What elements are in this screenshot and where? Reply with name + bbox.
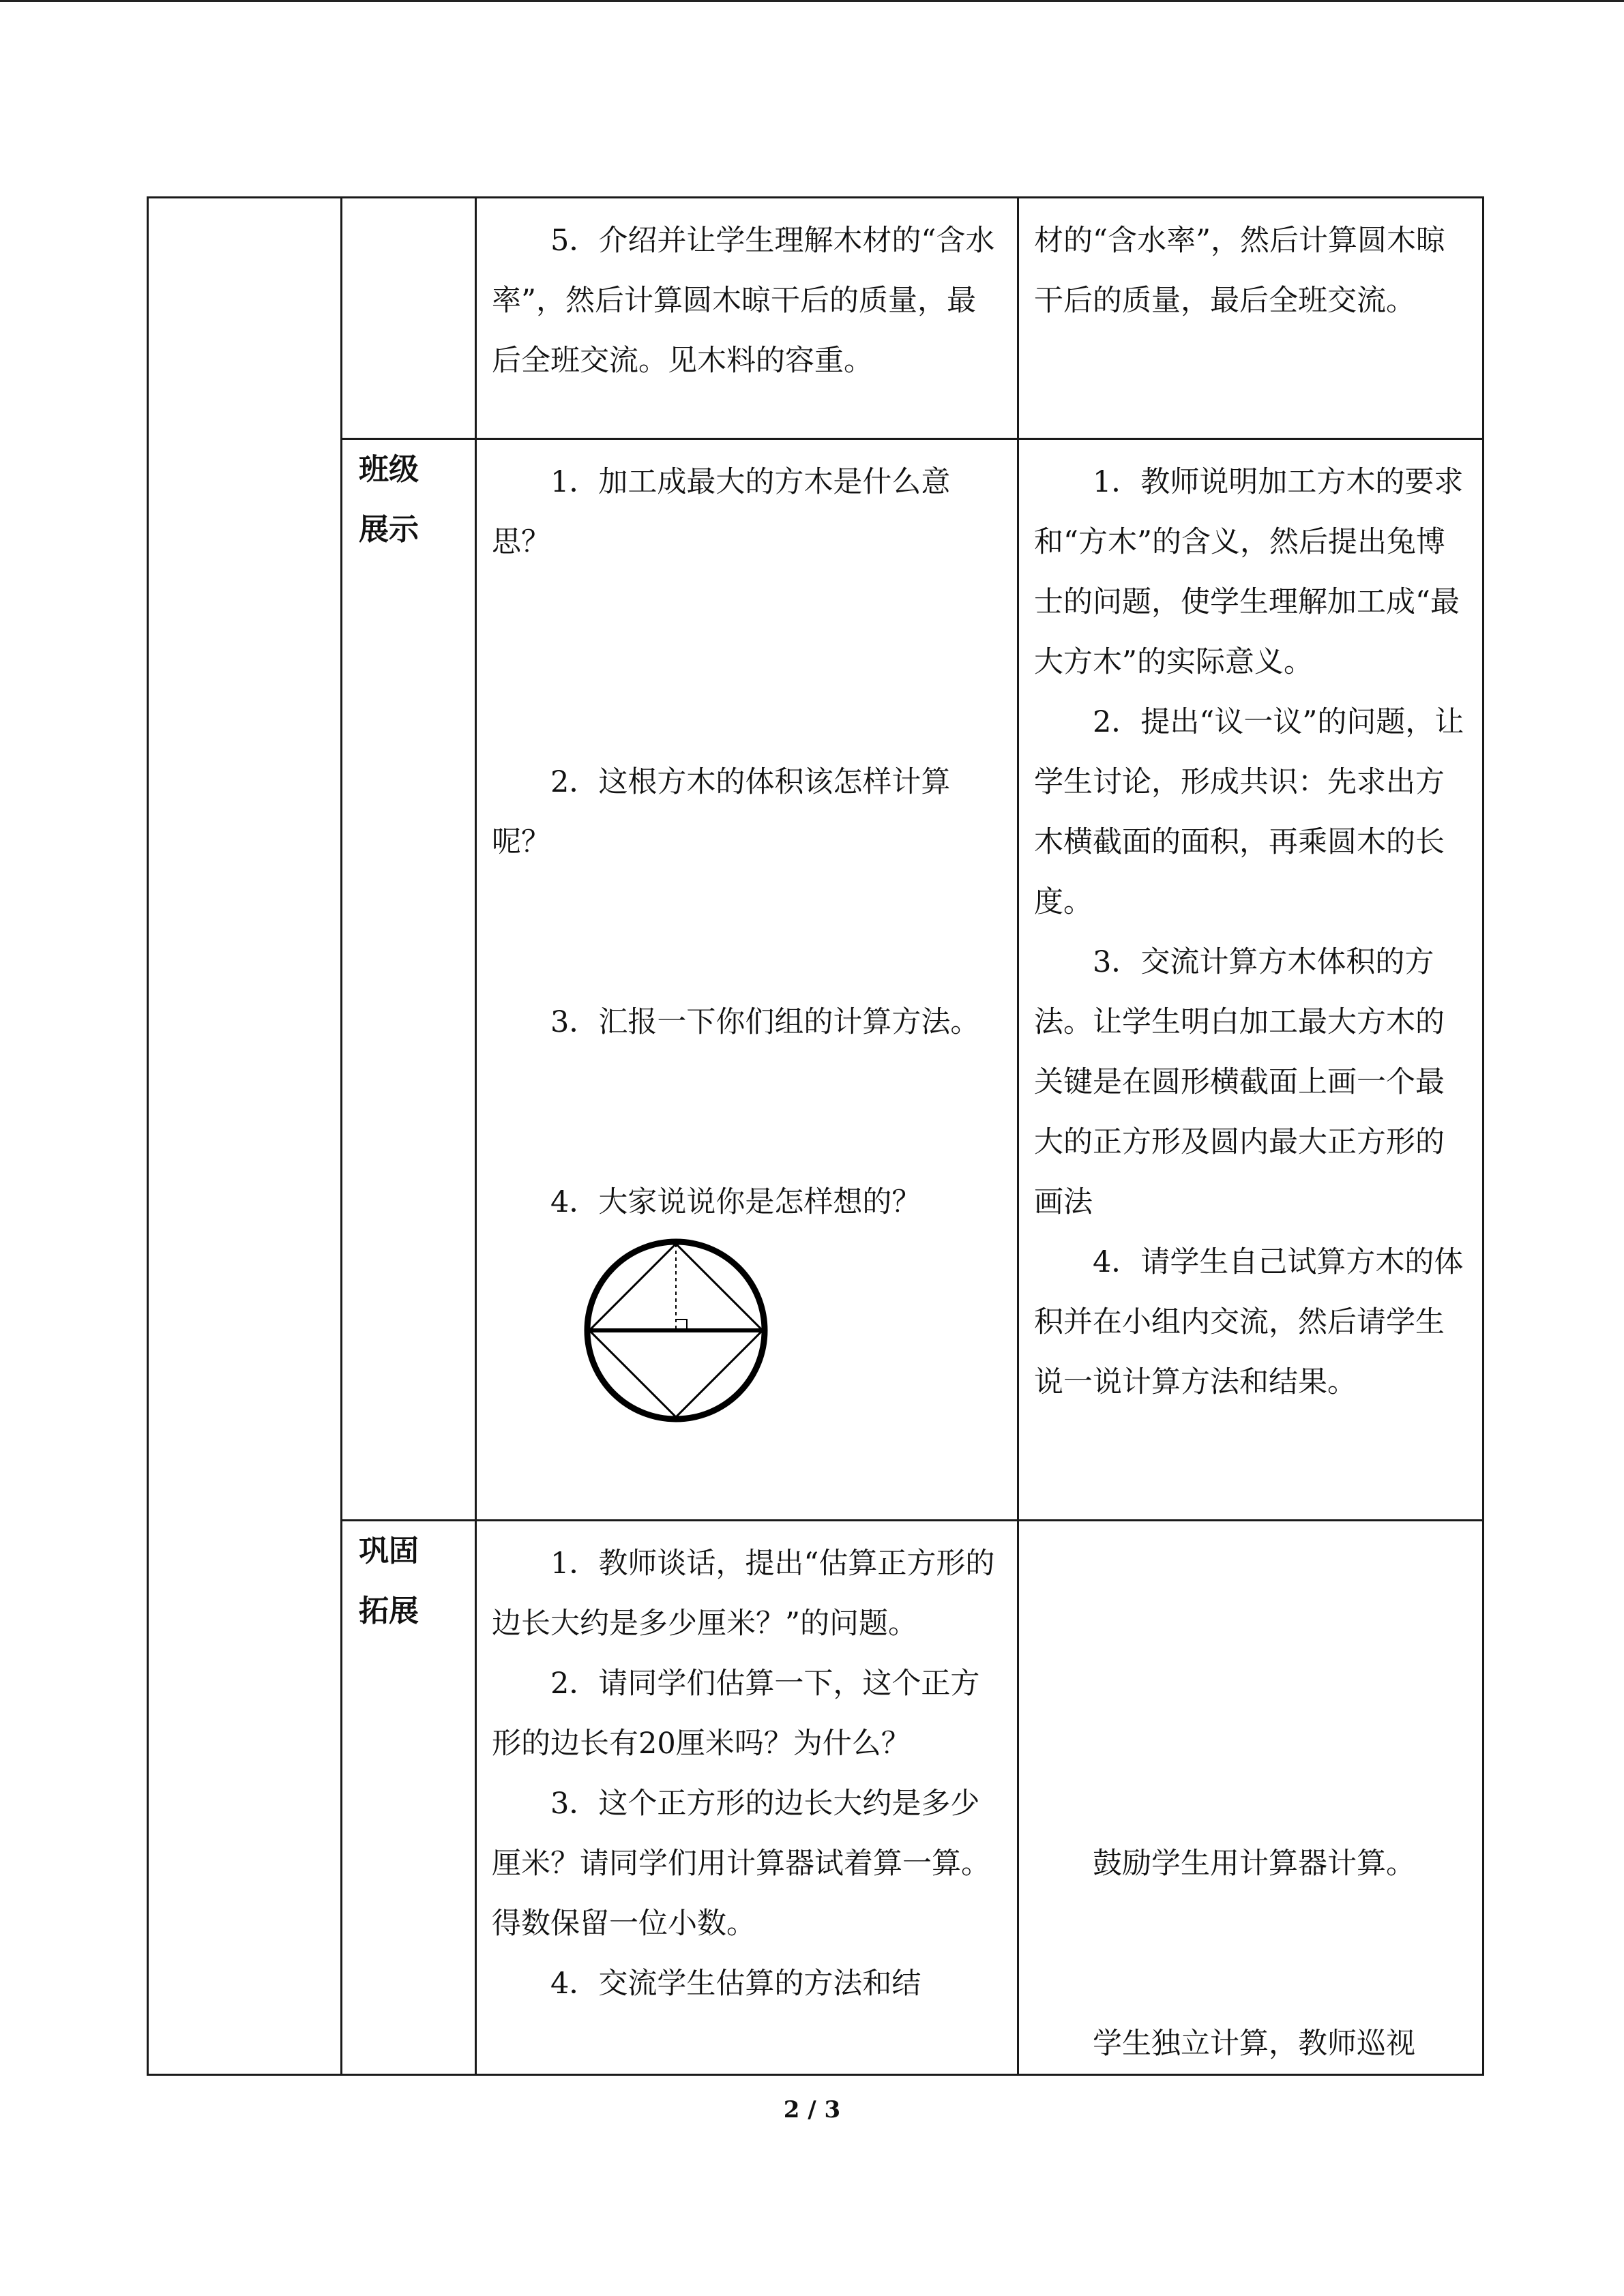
lesson-plan-table: [147, 196, 1484, 2076]
activity-item: 2．请同学们估算一下，这个正方形的边长有20厘米吗？为什么？: [492, 1667, 980, 1761]
activity-cell: [476, 1521, 1018, 2075]
guidance-item: 2．提出“议一议”的问题，让学生讨论，形成共识：先求出方木横截面的面积，再乘圆木的长度。: [1034, 705, 1464, 919]
guidance-item: 4．请学生自己试算方木的体积并在小组内交流，然后请学生说一说计算方法和结果。: [1034, 1245, 1464, 1399]
stage-cell-empty: [342, 198, 476, 439]
guidance-cell: [1018, 439, 1483, 1521]
table-row-continuation: [148, 198, 1483, 439]
stage-cell-consolidation: [342, 1521, 476, 2075]
table-row-consolidation: [148, 1521, 1483, 2075]
activity-item: 5．介绍并让学生理解木材的“含水率”，然后计算圆木晾干后的质量，最后全班交流。见木料的容重。: [492, 224, 995, 378]
guidance-item: 1．教师说明加工方木的要求和“方木”的含义，然后提出兔博士的问题，使学生理解加工成“最大方木”的实际意义。: [1034, 465, 1464, 679]
activity-item: 4．大家说说你是怎样想的？: [550, 1185, 921, 1219]
activity-item: 2．这根方木的体积该怎样计算呢？: [492, 765, 951, 859]
activity-item: 4．交流学生估算的方法和结: [550, 1967, 921, 2001]
guidance-cell: [1018, 198, 1483, 439]
activity-item: 3．汇报一下你们组的计算方法。: [550, 1005, 980, 1039]
page-number: 2 / 3: [783, 2096, 841, 2123]
stage-label-line: 班级: [359, 452, 419, 487]
guidance-item: 学生独立计算，教师巡视: [1093, 2027, 1415, 2061]
guidance-item: 材的“含水率”，然后计算圆木晾干后的质量，最后全班交流。: [1034, 224, 1445, 318]
table-row-class-showcase: [148, 439, 1483, 1521]
guidance-cell: [1018, 1521, 1483, 2075]
stage-cell-class-showcase: [342, 439, 476, 1521]
stage-label-line: 巩固: [359, 1534, 419, 1568]
page-top-border: [0, 0, 1624, 2]
activity-item: 1．教师谈话，提出“估算正方形的边长大约是多少厘米？”的问题。: [492, 1547, 995, 1641]
blank-first-column: [148, 198, 342, 2075]
activity-cell: [476, 198, 1018, 439]
activity-item: 3．这个正方形的边长大约是多少厘米？请同学们用计算器试着算一算。得数保留一位小数。: [492, 1787, 990, 1941]
circle-inscribed-square-diagram: [580, 1235, 771, 1426]
guidance-item: 3．交流计算方木体积的方法。让学生明白加工最大方木的关键是在圆形横截面上画一个最大的正方形及圆内最大正方形的画法: [1034, 945, 1445, 1219]
activity-item: 1．加工成最大的方木是什么意思？: [492, 465, 951, 559]
stage-label-line: 展示: [359, 512, 419, 547]
activity-cell: [476, 439, 1018, 1521]
guidance-item: 鼓励学生用计算器计算。: [1093, 1847, 1415, 1881]
stage-label-line: 拓展: [359, 1594, 419, 1628]
